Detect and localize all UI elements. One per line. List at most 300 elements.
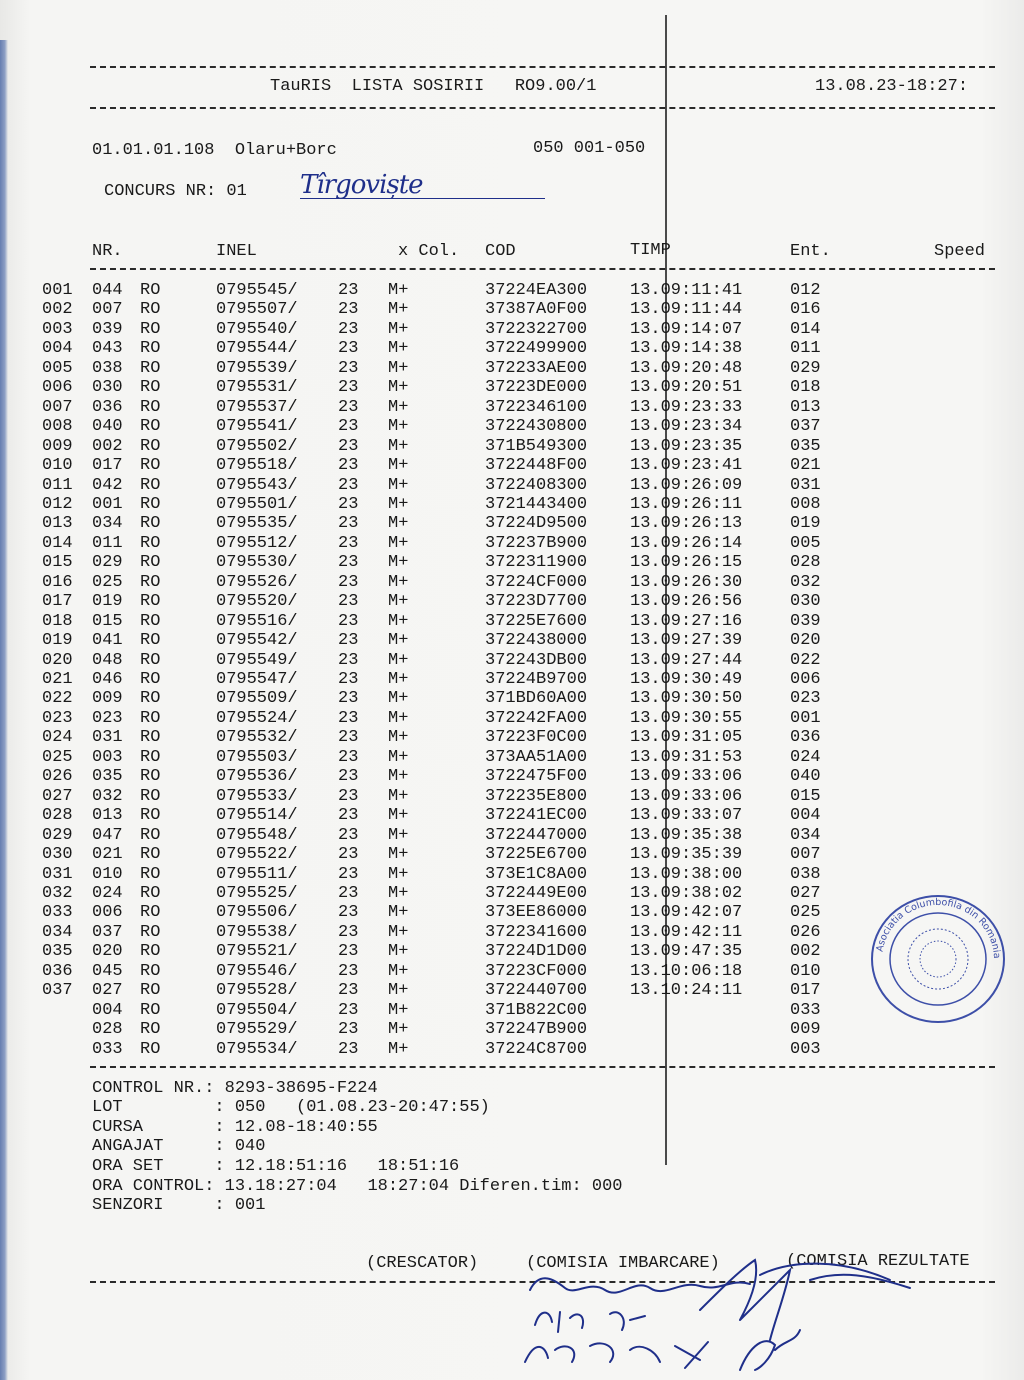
- cell-nr: 031: [92, 728, 123, 748]
- header-bottom-rule: [90, 107, 995, 109]
- cell-ro: RO: [140, 981, 161, 1001]
- cell-yr: 23: [338, 786, 359, 806]
- cell-inel: 0795543/: [216, 475, 298, 495]
- cell-ro: RO: [140, 767, 161, 787]
- cell-col: M+: [388, 417, 409, 437]
- cell-ro: RO: [140, 942, 161, 962]
- cell-pos: 012: [42, 494, 73, 514]
- cell-col: M+: [388, 436, 409, 456]
- cell-yr: 23: [338, 339, 359, 359]
- cell-ent: 023: [790, 689, 821, 709]
- cell-ro: RO: [140, 806, 161, 826]
- cell-yr: 23: [338, 475, 359, 495]
- cell-ent: 021: [790, 456, 821, 476]
- columns-rule: [90, 268, 995, 270]
- cell-ent: 006: [790, 670, 821, 689]
- cell-ent: 030: [790, 592, 821, 612]
- cell-col: M+: [388, 747, 409, 767]
- cell-nr: 019: [92, 592, 123, 612]
- col-cod: COD: [485, 242, 516, 261]
- cell-nr: 013: [92, 806, 123, 826]
- cell-ro: RO: [140, 650, 161, 670]
- cell-pos: 013: [42, 514, 73, 534]
- table-bottom-rule: [90, 1066, 995, 1068]
- cell-yr: 23: [338, 767, 359, 787]
- cell-nr: 027: [92, 981, 123, 1001]
- cell-nr: 035: [92, 767, 123, 787]
- cell-col: M+: [388, 300, 409, 320]
- cell-inel: 0795526/: [216, 572, 298, 592]
- cell-ent: 024: [790, 747, 821, 767]
- cell-col: M+: [388, 942, 409, 962]
- cell-col: M+: [388, 592, 409, 612]
- table-row: [0, 573, 1024, 592]
- cell-ent: 003: [790, 1039, 821, 1059]
- cell-pos: 019: [42, 631, 73, 651]
- table-row: [0, 437, 1024, 456]
- stamp-text: Asociatia Columbofila din Romania: [874, 896, 1003, 959]
- cell-col: M+: [388, 767, 409, 787]
- table-row: [0, 845, 1024, 864]
- cell-ro: RO: [140, 883, 161, 903]
- table-row: [0, 417, 1024, 436]
- cell-yr: 23: [338, 1020, 359, 1040]
- cell-nr: 004: [92, 1000, 123, 1020]
- cell-inel: 0795542/: [216, 631, 298, 651]
- cell-nr: 048: [92, 650, 123, 670]
- cell-yr: 23: [338, 1039, 359, 1059]
- cell-pos: 006: [42, 378, 73, 398]
- cell-inel: 0795525/: [216, 883, 298, 903]
- cell-ro: RO: [140, 611, 161, 631]
- cell-cod: 3722341600: [485, 922, 588, 942]
- cell-nr: 011: [92, 533, 123, 553]
- cell-timp: 13.09:23:34: [630, 417, 743, 437]
- table-row: [0, 748, 1024, 767]
- cell-cod: 37224EA300: [485, 281, 588, 300]
- concurs-label: CONCURS NR: 01: [104, 182, 247, 201]
- cell-yr: 23: [338, 708, 359, 728]
- table-row: [0, 728, 1024, 747]
- cell-pos: 028: [42, 806, 73, 826]
- cell-yr: 23: [338, 922, 359, 942]
- cell-pos: 027: [42, 786, 73, 806]
- cell-ro: RO: [140, 358, 161, 378]
- cell-inel: 0795503/: [216, 747, 298, 767]
- cell-col: M+: [388, 883, 409, 903]
- cell-inel: 0795512/: [216, 533, 298, 553]
- cell-ro: RO: [140, 631, 161, 651]
- cell-ent: 022: [790, 650, 821, 670]
- cell-nr: 007: [92, 300, 123, 320]
- cell-nr: 041: [92, 631, 123, 651]
- cell-cod: 3722449E00: [485, 883, 588, 903]
- cell-nr: 036: [92, 397, 123, 417]
- cell-ro: RO: [140, 533, 161, 553]
- cell-cod: 371B549300: [485, 436, 588, 456]
- cell-yr: 23: [338, 650, 359, 670]
- cell-inel: 0795532/: [216, 728, 298, 748]
- cell-inel: 0795514/: [216, 806, 298, 826]
- cell-ro: RO: [140, 417, 161, 437]
- cell-nr: 002: [92, 436, 123, 456]
- cell-ent: 009: [790, 1020, 821, 1040]
- senzori: SENZORI : 001: [92, 1196, 266, 1215]
- cell-ent: 019: [790, 514, 821, 534]
- cell-inel: 0795509/: [216, 689, 298, 709]
- cell-col: M+: [388, 572, 409, 592]
- cell-yr: 23: [338, 883, 359, 903]
- cell-yr: 23: [338, 864, 359, 884]
- cell-nr: 037: [92, 922, 123, 942]
- cell-inel: 0795506/: [216, 903, 298, 923]
- cell-nr: 040: [92, 417, 123, 437]
- cell-timp: 13.09:14:07: [630, 319, 743, 339]
- cell-pos: 018: [42, 611, 73, 631]
- cell-col: M+: [388, 1020, 409, 1040]
- cell-pos: 011: [42, 475, 73, 495]
- table-row: [0, 514, 1024, 533]
- ora-control: ORA CONTROL: 13.18:27:04 18:27:04 Diferen.tim: 000: [92, 1177, 623, 1196]
- cell-cod: 3721443400: [485, 494, 588, 514]
- cell-col: M+: [388, 864, 409, 884]
- cell-col: M+: [388, 533, 409, 553]
- cell-nr: 046: [92, 670, 123, 689]
- cell-col: M+: [388, 358, 409, 378]
- cell-cod: 372243DB00: [485, 650, 588, 670]
- cell-col: M+: [388, 456, 409, 476]
- cell-nr: 003: [92, 747, 123, 767]
- cell-yr: 23: [338, 397, 359, 417]
- table-row: [0, 826, 1024, 845]
- cell-ro: RO: [140, 689, 161, 709]
- cell-timp: 13.09:26:13: [630, 514, 743, 534]
- cell-inel: 0795547/: [216, 670, 298, 689]
- cell-cod: 372235E800: [485, 786, 588, 806]
- cell-cod: 371BD60A00: [485, 689, 588, 709]
- cell-timp: 13.09:26:11: [630, 494, 743, 514]
- sig-comisia-rezultate: (COMISIA REZULTATE: [786, 1252, 970, 1271]
- cell-timp: 13.09:33:07: [630, 806, 743, 826]
- table-row: [0, 865, 1024, 884]
- cell-ro: RO: [140, 514, 161, 534]
- table-row: [0, 300, 1024, 319]
- col-timp: TIMP: [630, 241, 671, 260]
- cell-pos: 015: [42, 553, 73, 573]
- cell-nr: 009: [92, 689, 123, 709]
- cell-yr: 23: [338, 728, 359, 748]
- cell-col: M+: [388, 378, 409, 398]
- cell-pos: 003: [42, 319, 73, 339]
- cell-cod: 37387A0F00: [485, 300, 588, 320]
- cell-ro: RO: [140, 1000, 161, 1020]
- cell-ro: RO: [140, 339, 161, 359]
- cell-cod: 3722430800: [485, 417, 588, 437]
- cell-inel: 0795536/: [216, 767, 298, 787]
- cell-ent: 029: [790, 358, 821, 378]
- cell-pos: 001: [42, 281, 73, 300]
- cell-timp: 13.09:26:14: [630, 533, 743, 553]
- cell-pos: 021: [42, 670, 73, 689]
- cell-inel: 0795518/: [216, 456, 298, 476]
- col-ent: Ent.: [790, 242, 831, 261]
- cell-inel: 0795545/: [216, 281, 298, 300]
- cell-ro: RO: [140, 922, 161, 942]
- table-row: [0, 320, 1024, 339]
- cell-col: M+: [388, 281, 409, 300]
- cell-inel: 0795504/: [216, 1000, 298, 1020]
- cell-pos: 025: [42, 747, 73, 767]
- cell-ent: 026: [790, 922, 821, 942]
- cell-pos: 035: [42, 942, 73, 962]
- cell-nr: 021: [92, 845, 123, 865]
- cell-yr: 23: [338, 592, 359, 612]
- cell-yr: 23: [338, 631, 359, 651]
- cell-col: M+: [388, 922, 409, 942]
- range: 050 001-050: [533, 139, 646, 158]
- cell-yr: 23: [338, 378, 359, 398]
- cell-ent: 004: [790, 806, 821, 826]
- cell-ent: 001: [790, 708, 821, 728]
- cell-ro: RO: [140, 553, 161, 573]
- table-row: [0, 1040, 1024, 1059]
- cell-cod: 372241EC00: [485, 806, 588, 826]
- cell-inel: 0795520/: [216, 592, 298, 612]
- table-row: [0, 670, 1024, 689]
- cell-col: M+: [388, 786, 409, 806]
- cell-ent: 033: [790, 1000, 821, 1020]
- cell-timp: 13.09:27:44: [630, 650, 743, 670]
- cell-inel: 0795548/: [216, 825, 298, 845]
- cell-pos: 026: [42, 767, 73, 787]
- table-row: [0, 495, 1024, 514]
- cell-timp: 13.09:14:38: [630, 339, 743, 359]
- cell-timp: 13.09:38:02: [630, 883, 743, 903]
- cell-ent: 014: [790, 319, 821, 339]
- cell-nr: 015: [92, 611, 123, 631]
- cell-pos: 014: [42, 533, 73, 553]
- handwritten-signatures: [510, 1250, 930, 1375]
- cell-inel: 0795541/: [216, 417, 298, 437]
- cell-inel: 0795546/: [216, 961, 298, 981]
- cell-yr: 23: [338, 514, 359, 534]
- cell-timp: 13.09:20:48: [630, 358, 743, 378]
- cell-pos: 005: [42, 358, 73, 378]
- cell-ro: RO: [140, 903, 161, 923]
- sig-crescator: (CRESCATOR): [366, 1254, 479, 1273]
- cell-nr: 025: [92, 572, 123, 592]
- cell-ro: RO: [140, 456, 161, 476]
- cell-col: M+: [388, 319, 409, 339]
- cell-timp: 13.09:11:41: [630, 281, 743, 300]
- cell-pos: 010: [42, 456, 73, 476]
- cell-yr: 23: [338, 572, 359, 592]
- cell-inel: 0795501/: [216, 494, 298, 514]
- cell-yr: 23: [338, 319, 359, 339]
- cell-col: M+: [388, 475, 409, 495]
- cell-nr: 039: [92, 319, 123, 339]
- cell-col: M+: [388, 845, 409, 865]
- cell-col: M+: [388, 670, 409, 689]
- cell-col: M+: [388, 631, 409, 651]
- cell-nr: 020: [92, 942, 123, 962]
- col-nr: NR.: [92, 242, 123, 261]
- cell-col: M+: [388, 1039, 409, 1059]
- concurs-handwritten: Tîrgoviște: [300, 170, 423, 200]
- cell-inel: 0795530/: [216, 553, 298, 573]
- cell-timp: 13.10:24:11: [630, 981, 743, 1001]
- cell-nr: 030: [92, 378, 123, 398]
- cell-nr: 034: [92, 514, 123, 534]
- cell-pos: 037: [42, 981, 73, 1001]
- cell-ent: 032: [790, 572, 821, 592]
- cell-pos: 004: [42, 339, 73, 359]
- cell-yr: 23: [338, 611, 359, 631]
- cell-yr: 23: [338, 456, 359, 476]
- table-row: [0, 689, 1024, 708]
- cell-col: M+: [388, 708, 409, 728]
- cell-col: M+: [388, 553, 409, 573]
- cell-ent: 028: [790, 553, 821, 573]
- cell-ent: 038: [790, 864, 821, 884]
- cell-ent: 037: [790, 417, 821, 437]
- cell-cod: 373E1C8A00: [485, 864, 588, 884]
- cell-col: M+: [388, 728, 409, 748]
- cell-nr: 045: [92, 961, 123, 981]
- cell-timp: 13.09:35:39: [630, 845, 743, 865]
- cell-ro: RO: [140, 825, 161, 845]
- cell-ent: 027: [790, 883, 821, 903]
- cell-pos: 029: [42, 825, 73, 845]
- ora-set: ORA SET : 12.18:51:16 18:51:16: [92, 1157, 460, 1176]
- cell-cod: 3722447000: [485, 825, 588, 845]
- cell-ent: 011: [790, 339, 821, 359]
- table-row: [0, 787, 1024, 806]
- cell-inel: 0795534/: [216, 1039, 298, 1059]
- control-nr: CONTROL NR.: 8293-38695-F224: [92, 1079, 378, 1098]
- cell-pos: 009: [42, 436, 73, 456]
- cell-nr: 006: [92, 903, 123, 923]
- cell-yr: 23: [338, 670, 359, 689]
- cell-cod: 37224CF000: [485, 572, 588, 592]
- cell-timp: 13.09:27:39: [630, 631, 743, 651]
- table-row: [0, 476, 1024, 495]
- cell-ro: RO: [140, 1039, 161, 1059]
- cell-inel: 0795522/: [216, 845, 298, 865]
- cell-pos: 008: [42, 417, 73, 437]
- cell-cod: 37225E7600: [485, 611, 588, 631]
- table-row: [0, 709, 1024, 728]
- cell-ent: 015: [790, 786, 821, 806]
- cell-timp: 13.09:47:35: [630, 942, 743, 962]
- cell-timp: 13.09:23:35: [630, 436, 743, 456]
- cell-yr: 23: [338, 300, 359, 320]
- cell-nr: 017: [92, 456, 123, 476]
- cell-timp: 13.09:26:09: [630, 475, 743, 495]
- lot: LOT : 050 (01.08.23-20:47:55): [92, 1098, 490, 1117]
- cell-timp: 13.09:31:53: [630, 747, 743, 767]
- cell-col: M+: [388, 650, 409, 670]
- cell-timp: 13.09:30:50: [630, 689, 743, 709]
- sig-comisia-imbarcare: (COMISIA IMBARCARE): [526, 1254, 720, 1273]
- cell-timp: 13.09:26:56: [630, 592, 743, 612]
- cell-nr: 033: [92, 1039, 123, 1059]
- cell-timp: 13.09:33:06: [630, 767, 743, 787]
- cell-ent: 016: [790, 300, 821, 320]
- cell-ent: 039: [790, 611, 821, 631]
- cell-cod: 37224D1D00: [485, 942, 588, 962]
- cell-inel: 0795521/: [216, 942, 298, 962]
- cell-inel: 0795511/: [216, 864, 298, 884]
- cell-cod: 372242FA00: [485, 708, 588, 728]
- cell-pos: 034: [42, 922, 73, 942]
- cell-yr: 23: [338, 747, 359, 767]
- cell-ro: RO: [140, 378, 161, 398]
- cell-col: M+: [388, 611, 409, 631]
- cell-yr: 23: [338, 981, 359, 1001]
- cell-inel: 0795544/: [216, 339, 298, 359]
- cell-yr: 23: [338, 417, 359, 437]
- cell-inel: 0795528/: [216, 981, 298, 1001]
- cell-ro: RO: [140, 572, 161, 592]
- cell-yr: 23: [338, 436, 359, 456]
- cell-ent: 031: [790, 475, 821, 495]
- angajat: ANGAJAT : 040: [92, 1137, 266, 1156]
- cell-yr: 23: [338, 533, 359, 553]
- cell-ro: RO: [140, 864, 161, 884]
- cell-timp: 13.09:23:33: [630, 397, 743, 417]
- cell-nr: 029: [92, 553, 123, 573]
- cell-timp: 13.09:27:16: [630, 611, 743, 631]
- cell-pos: 036: [42, 961, 73, 981]
- table-row: [0, 651, 1024, 670]
- cell-col: M+: [388, 514, 409, 534]
- table-row: [0, 631, 1024, 650]
- cell-cod: 3722408300: [485, 475, 588, 495]
- cell-inel: 0795524/: [216, 708, 298, 728]
- report-datetime: 13.08.23-18:27:: [815, 77, 969, 96]
- cell-yr: 23: [338, 1000, 359, 1020]
- cell-yr: 23: [338, 806, 359, 826]
- club-line: 01.01.01.108 Olaru+Borc: [92, 141, 337, 160]
- cell-pos: 024: [42, 728, 73, 748]
- cell-col: M+: [388, 806, 409, 826]
- club-stamp: [868, 892, 1008, 1027]
- cell-inel: 0795516/: [216, 611, 298, 631]
- cell-timp: 13.09:31:05: [630, 728, 743, 748]
- cursa: CURSA : 12.08-18:40:55: [92, 1118, 378, 1137]
- cell-inel: 0795538/: [216, 922, 298, 942]
- cell-nr: 001: [92, 494, 123, 514]
- cell-ro: RO: [140, 845, 161, 865]
- cell-pos: 017: [42, 592, 73, 612]
- cell-timp: 13.10:06:18: [630, 961, 743, 981]
- cell-timp: 13.09:42:11: [630, 922, 743, 942]
- cell-inel: 0795529/: [216, 1020, 298, 1040]
- cell-col: M+: [388, 397, 409, 417]
- cell-nr: 032: [92, 786, 123, 806]
- cell-inel: 0795502/: [216, 436, 298, 456]
- cell-ro: RO: [140, 319, 161, 339]
- cell-timp: 13.09:42:07: [630, 903, 743, 923]
- cell-ro: RO: [140, 670, 161, 689]
- cell-col: M+: [388, 825, 409, 845]
- cell-cod: 371B822C00: [485, 1000, 588, 1020]
- cell-col: M+: [388, 981, 409, 1001]
- cell-timp: 13.09:23:41: [630, 456, 743, 476]
- cell-cod: 37224B9700: [485, 670, 588, 689]
- cell-inel: 0795539/: [216, 358, 298, 378]
